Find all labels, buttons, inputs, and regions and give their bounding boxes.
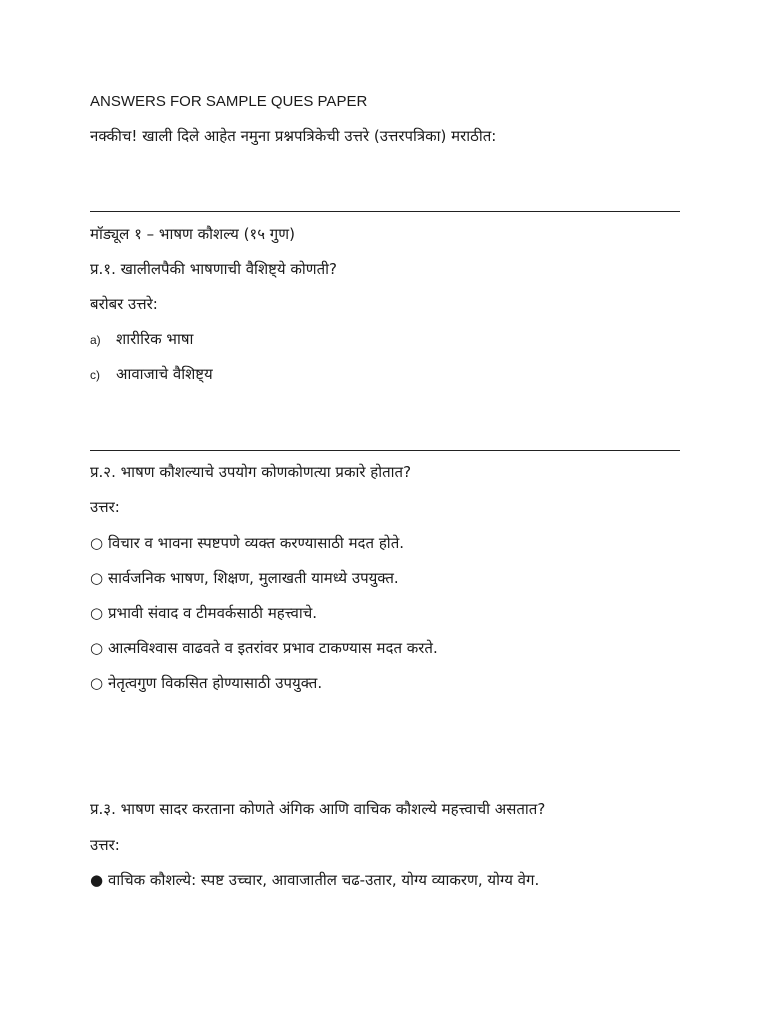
question-1: प्र.१. खालीलपैकी भाषणाची वैशिष्ट्ये कोणती? bbox=[90, 260, 338, 278]
list-item-text: नेतृत्वगुण विकसित होण्यासाठी उपयुक्त. bbox=[108, 674, 323, 692]
filled-bullet-icon: ● bbox=[90, 871, 104, 889]
answer-option bbox=[90, 329, 690, 350]
list-item bbox=[90, 870, 690, 890]
list-item-text: आत्मविश्वास वाढवते व इतरांवर प्रभाव टाकण्यास मदत करते. bbox=[108, 639, 438, 657]
option-text: आवाजाचे वैशिष्ट्य bbox=[116, 365, 213, 383]
question-3: प्र.३. भाषण सादर करताना कोणते अंगिक आणि वाचिक कौशल्ये महत्त्वाची असतात? bbox=[90, 800, 546, 818]
question-2: प्र.२. भाषण कौशल्याचे उपयोग कोणकोणत्या प्रकारे होतात? bbox=[90, 463, 412, 481]
answer-label-1: बरोबर उत्तरे: bbox=[90, 295, 158, 313]
circle-bullet-icon: ○ bbox=[90, 674, 104, 692]
list-item-text: प्रभावी संवाद व टीमवर्कसाठी महत्त्वाचे. bbox=[108, 604, 318, 622]
list-item bbox=[90, 638, 690, 658]
circle-bullet-icon: ○ bbox=[90, 534, 104, 552]
module-heading: मॉड्यूल १ – भाषण कौशल्य (१५ गुण) bbox=[90, 225, 295, 243]
answer-label-2: उत्तर: bbox=[90, 498, 120, 516]
list-item-text: विचार व भावना स्पष्टपणे व्यक्त करण्यासाठी मदत होते. bbox=[108, 534, 405, 552]
list-item bbox=[90, 568, 690, 588]
intro-text: नक्कीच! खाली दिले आहेत नमुना प्रश्नपत्रिकेची उत्तरे (उत्तरपत्रिका) मराठीत: bbox=[90, 127, 497, 145]
answer-label-3: उत्तर: bbox=[90, 836, 120, 854]
circle-bullet-icon: ○ bbox=[90, 639, 104, 657]
divider bbox=[90, 450, 680, 451]
option-key: a) bbox=[90, 333, 101, 347]
option-text: शारीरिक भाषा bbox=[116, 330, 194, 348]
option-key: c) bbox=[90, 368, 100, 382]
document-title: ANSWERS FOR SAMPLE QUES PAPER bbox=[90, 93, 368, 110]
list-item bbox=[90, 673, 690, 693]
divider bbox=[90, 211, 680, 212]
circle-bullet-icon: ○ bbox=[90, 604, 104, 622]
list-item bbox=[90, 533, 690, 553]
list-item-text: सार्वजनिक भाषण, शिक्षण, मुलाखती यामध्ये उपयुक्त. bbox=[108, 569, 399, 587]
answer-option bbox=[90, 364, 690, 385]
circle-bullet-icon: ○ bbox=[90, 569, 104, 587]
list-item bbox=[90, 603, 690, 623]
list-item-text: वाचिक कौशल्ये: स्पष्ट उच्चार, आवाजातील चढ-उतार, योग्य व्याकरण, योग्य वेग. bbox=[108, 871, 540, 889]
